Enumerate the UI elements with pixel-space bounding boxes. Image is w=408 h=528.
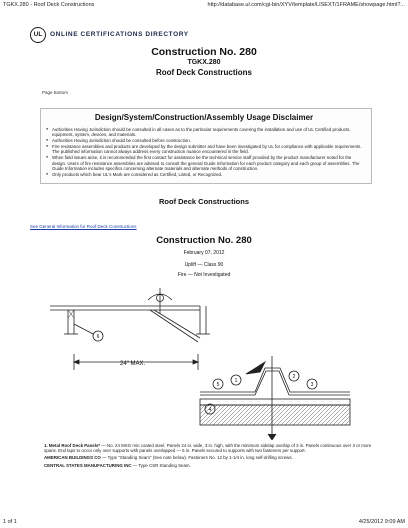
callout-label: 1	[234, 378, 238, 384]
category-code: TGKX.280	[187, 59, 221, 66]
callout-label: 2	[292, 374, 296, 380]
fire-rating: Fire — Not Investigated	[177, 272, 231, 278]
disclaimer-item: ● Authorities Having Jurisdiction should be consulted in all cases as to the particular requirements covering the installation and use of UL Certified products, equipment, system, devices, and materials.	[46, 127, 366, 137]
note-text: — No. 24 MSG min coated steel. Panels 24 in. wide, 3 in. high, with the minimum sidelap overlap of 3 in. Panels continuous over 3 or more spans. End laps to occur only over supports with panels overlapped — 6 in. Panels secured to supports with two fasteners per support.	[44, 443, 372, 454]
note-text: — Type "Standing Seam" (See note below). Fasteners No. 12 by 1-1/4 in. long self-drilling screws.	[100, 455, 293, 461]
note-paragraph	[44, 455, 378, 460]
note-lead[interactable]: CENTRAL STATES MANUFACTURING INC	[44, 462, 132, 468]
callout-label: 6	[96, 334, 100, 340]
ul-logo-icon[interactable]: UL	[30, 27, 46, 43]
disclaimer-item: ● Fire resistance assemblies and products are developed by the design submitter and have been investigated by UL for compliance with applicable requirements. The published information cannot always address every construction nuance encountered in the field.	[46, 144, 366, 154]
standing-seam-detail	[200, 356, 350, 440]
construction-notes	[44, 443, 378, 470]
construction-diagram	[50, 284, 360, 440]
category-title: Roof Deck Constructions	[155, 68, 252, 77]
print-footer-timestamp: 4/25/2012 9:09 AM	[358, 519, 405, 525]
uplift-rating: Uplift — Class 90	[184, 262, 224, 268]
construction-title: Construction No. 280	[156, 235, 252, 246]
print-header-url: http://database.ul.com/cgi-bin/XYV/template/LISEXT/1FRAME/showpage.html?...	[207, 2, 405, 8]
callout-label: 4	[208, 407, 212, 413]
page-bottom-link[interactable]: Page Bottom	[42, 90, 69, 95]
construction-date: February 07, 2012	[183, 250, 225, 256]
section-heading: Roof Deck Constructions	[158, 197, 249, 206]
page-title: Construction No. 280	[151, 46, 257, 58]
note-lead: 1. Metal Roof Deck Panels*	[44, 443, 101, 448]
note-text: — Type CSR Standing Seam.	[131, 462, 191, 468]
disclaimer-list	[46, 127, 366, 178]
note-paragraph	[44, 443, 378, 453]
general-information-link[interactable]: See General Information for Roof Deck Constructions	[30, 224, 137, 229]
callout-label: 5	[216, 382, 220, 388]
directory-title: ONLINE CERTIFICATIONS DIRECTORY	[50, 31, 189, 38]
disclaimer-item: ● When field issues arise, it is recommended the first contact for assistance be the technical service staff provided by the product manufacturer noted for the design. Users of fire resistance assemblies are advised to consult the general Guide Information for each product category and each group of assemblies. The Guide Information includes specifics concerning alternate materials and alternate methods of construction.	[46, 155, 366, 170]
disclaimer-title: Design/System/Construction/Assembly Usage Disclaimer	[94, 113, 314, 122]
note-lead[interactable]: AMERICAN BUILDINGS CO	[44, 455, 101, 461]
callout-label: 3	[310, 382, 314, 388]
dimension-label: 24" MAX.	[120, 361, 146, 367]
disclaimer-item: ● Authorities Having Jurisdiction should be consulted before construction.	[46, 138, 366, 143]
print-footer-page: 1 of 1	[3, 519, 17, 525]
disclaimer-item: ● Only products which bear UL's Mark are considered as Certified, Listed, or Recognized.	[46, 172, 366, 177]
print-header-title: TGKX.280 - Roof Deck Constructions	[3, 2, 95, 8]
note-paragraph	[44, 463, 378, 468]
purlin-section-left	[50, 306, 200, 334]
